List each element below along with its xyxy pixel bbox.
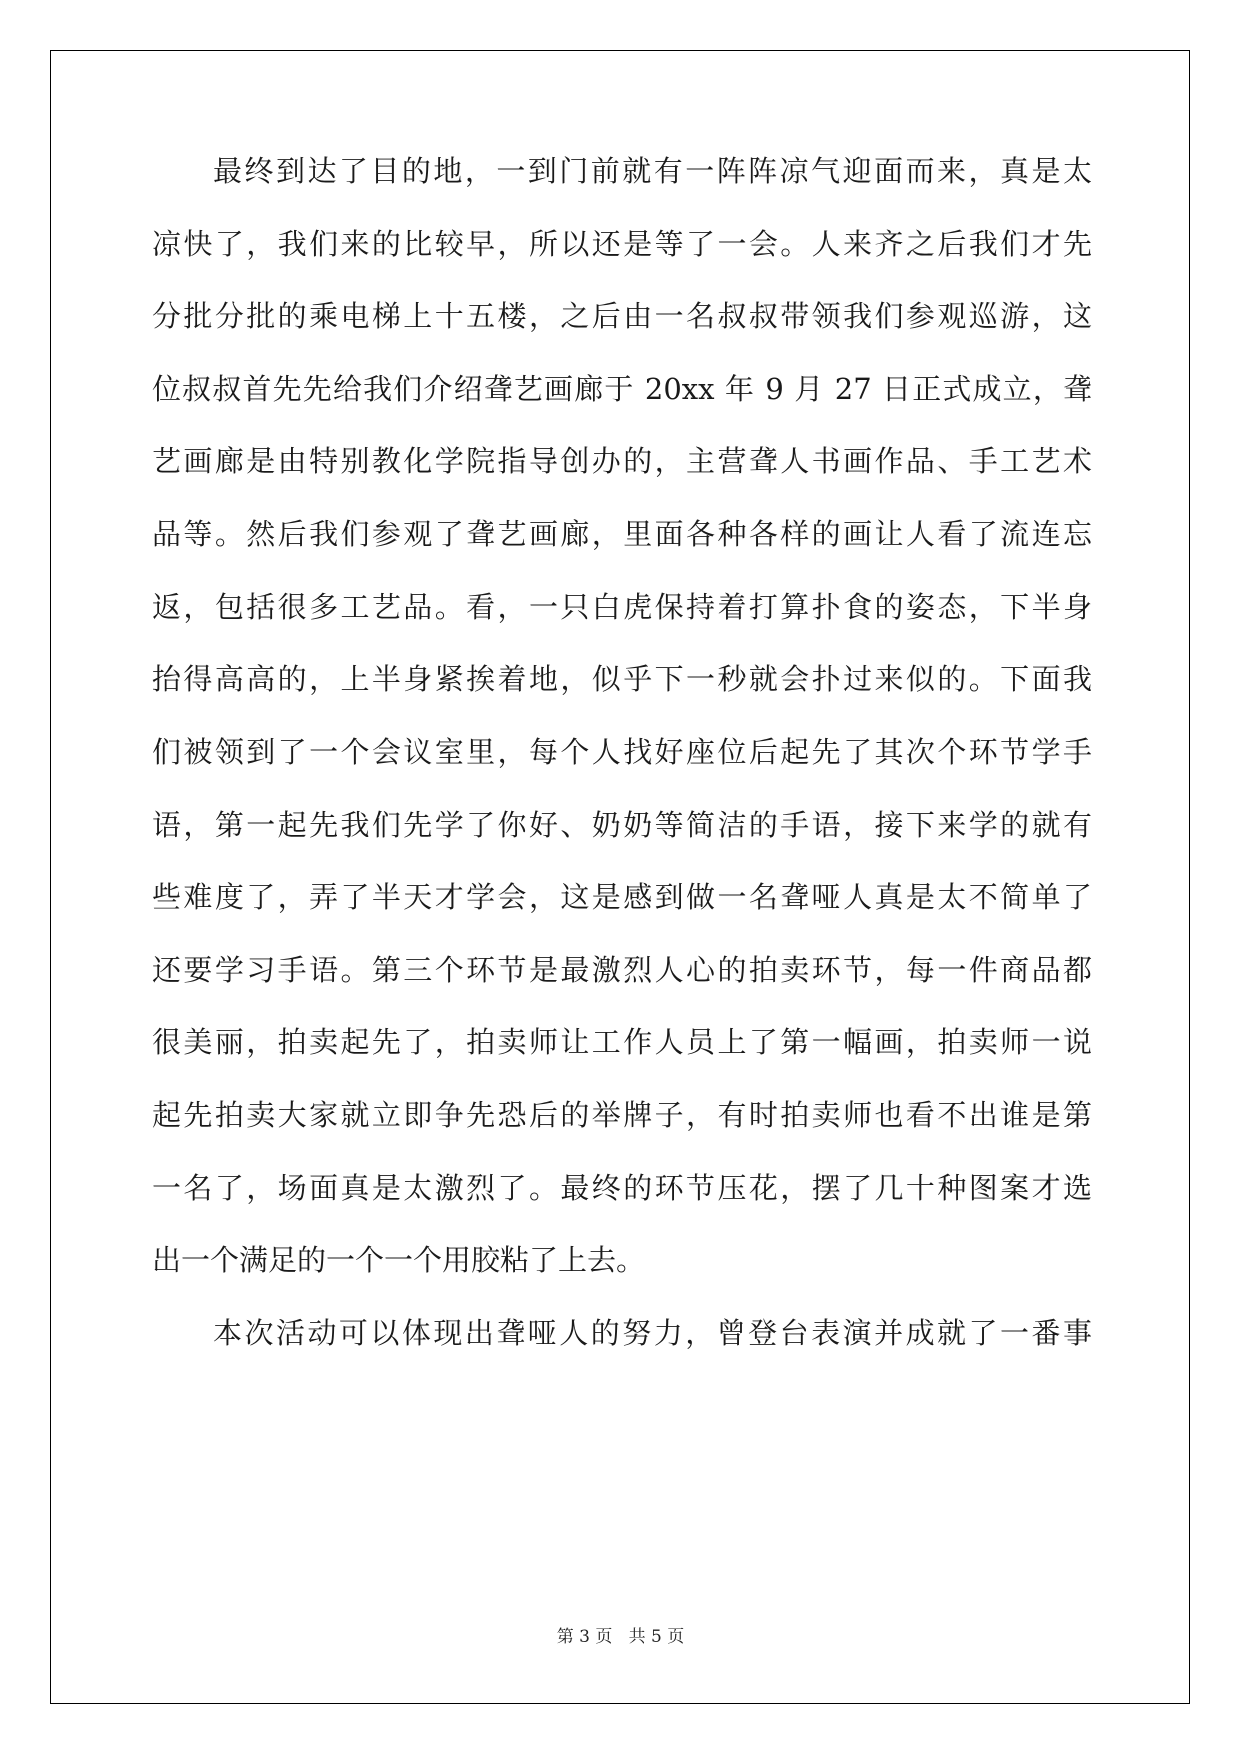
paragraph-line: 本次活动可以体现出聋哑人的努力，曾登台表演并成就了一番事 xyxy=(213,1316,1092,1350)
page-number: 第 3 页 xyxy=(556,1627,613,1647)
paragraph-line: 起先拍卖大家就立即争先恐后的举牌子，有时拍卖师也看不出谁是第 xyxy=(152,1098,1092,1132)
paragraph-line: 很美丽，拍卖起先了，拍卖师让工作人员上了第一幅画，拍卖师一说 xyxy=(152,1025,1092,1059)
paragraph-line: 位叔叔首先先给我们介绍聋艺画廊于 20xx 年 9 月 27 日正式成立，聋 xyxy=(152,372,1092,406)
paragraph-line: 语，第一起先我们先学了你好、奶奶等简洁的手语，接下来学的就有 xyxy=(152,808,1092,842)
paragraph-line: 品等。然后我们参观了聋艺画廊，里面各种各样的画让人看了流连忘 xyxy=(152,517,1092,551)
page-footer xyxy=(0,1622,1241,1647)
paragraph-line: 出一个满足的一个一个用胶粘了上去。 xyxy=(152,1243,646,1277)
paragraph-line: 们被领到了一个会议室里，每个人找好座位后起先了其次个环节学手 xyxy=(152,735,1092,769)
paragraph-line: 艺画廊是由特别教化学院指导创办的，主营聋人书画作品、手工艺术 xyxy=(152,444,1092,478)
paragraph-line: 些难度了，弄了半天才学会，这是感到做一名聋哑人真是太不简单了 xyxy=(152,880,1092,914)
paragraph-line: 一名了，场面真是太激烈了。最终的环节压花，摆了几十种图案才选 xyxy=(152,1171,1092,1205)
page-total: 共 5 页 xyxy=(628,1627,685,1647)
paragraph-line: 返，包括很多工艺品。看，一只白虎保持着打算扑食的姿态，下半身 xyxy=(152,590,1092,624)
paragraph-line: 最终到达了目的地，一到门前就有一阵阵凉气迎面而来，真是太 xyxy=(213,154,1092,188)
paragraph-line: 还要学习手语。第三个环节是最激烈人心的拍卖环节，每一件商品都 xyxy=(152,953,1092,987)
paragraph-line: 分批分批的乘电梯上十五楼，之后由一名叔叔带领我们参观巡游，这 xyxy=(152,299,1092,333)
paragraph-line: 抬得高高的，上半身紧挨着地，似乎下一秒就会扑过来似的。下面我 xyxy=(152,662,1092,696)
paragraph-line: 凉快了，我们来的比较早，所以还是等了一会。人来齐之后我们才先 xyxy=(152,227,1092,261)
